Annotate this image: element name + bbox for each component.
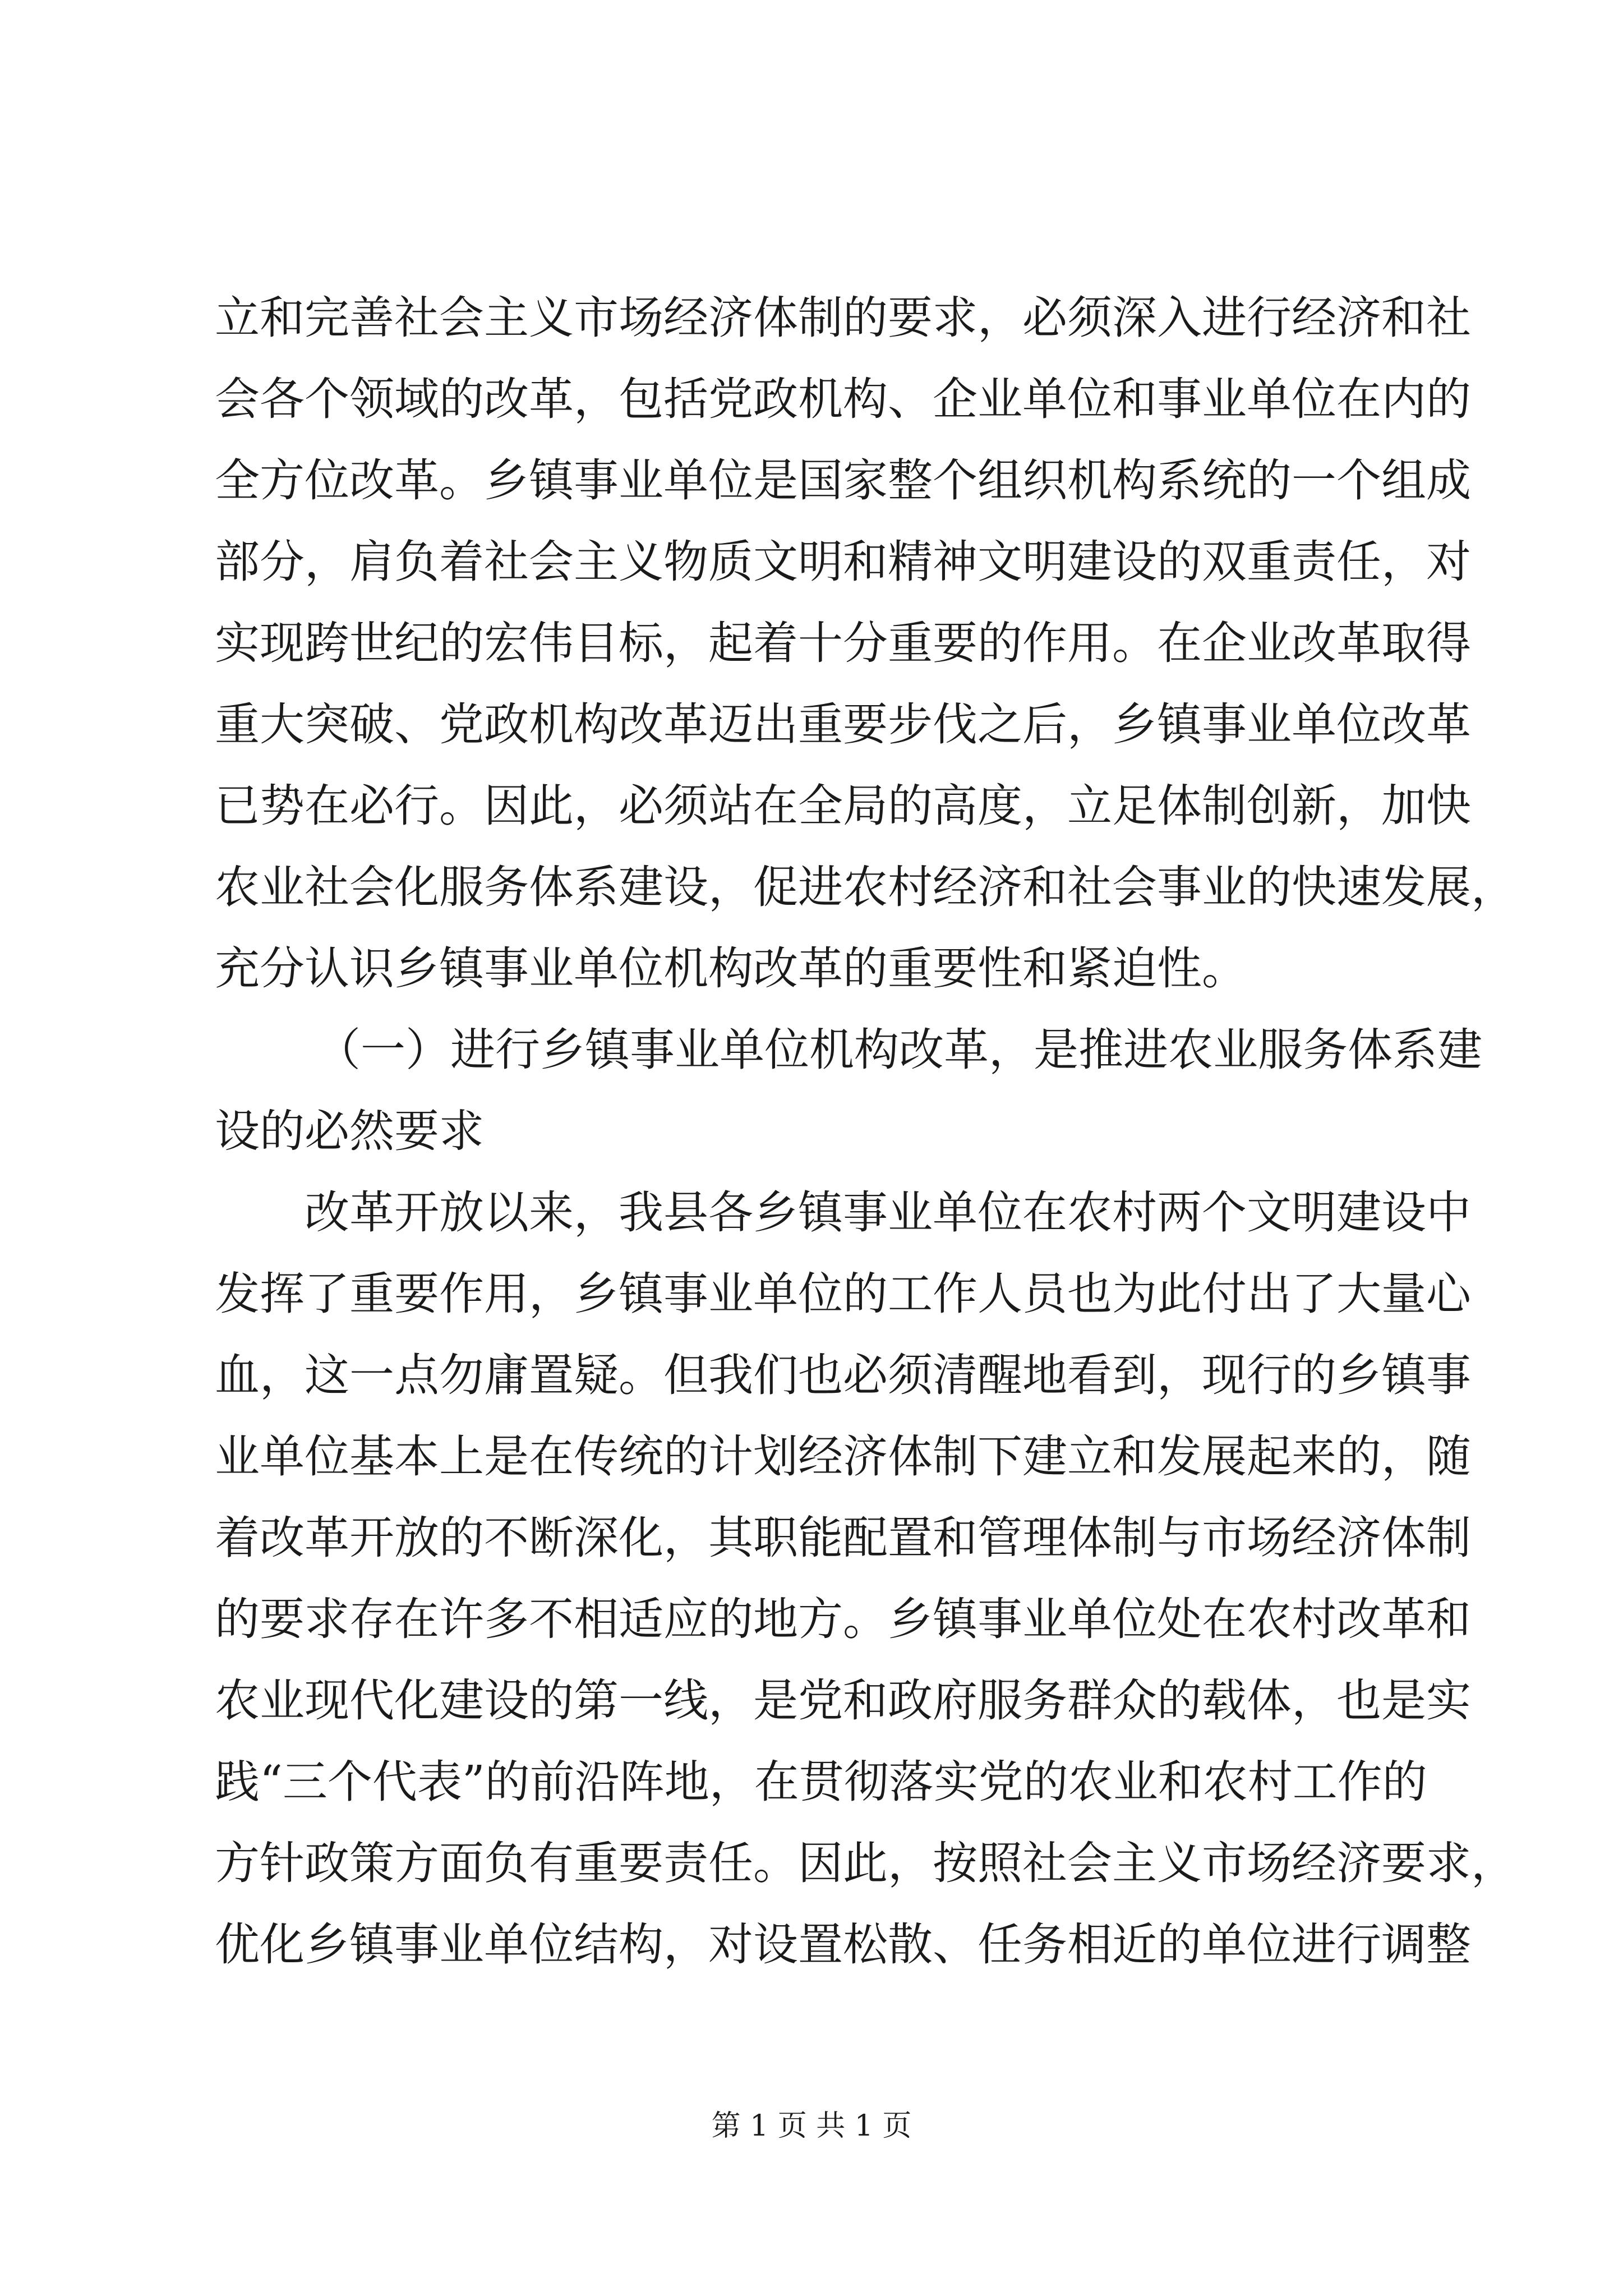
text-line: 业单位基本上是在传统的计划经济体制下建立和发展起来的，随: [215, 1430, 1471, 1483]
text-line: 践“三个代表”的前沿阵地，在贯彻落实党的农业和农村工作的: [215, 1756, 1427, 1808]
page-footer: [0, 2106, 1623, 2146]
text-line: 会各个领域的改革，包括党政机构、企业单位和事业单位在内的: [215, 373, 1471, 425]
document-body: [215, 277, 1516, 1985]
text-line: 已势在必行。因此，必须站在全局的高度，立足体制创新，加快: [215, 780, 1471, 832]
text-line: 农业社会化服务体系建设，促进农村经济和社会事业的快速发展，: [215, 861, 1516, 913]
page-number-label: 第 1 页 共 1 页: [711, 2109, 912, 2143]
text-line: 发挥了重要作用，乡镇事业单位的工作人员也为此付出了大量心: [215, 1268, 1471, 1320]
text-line: 优化乡镇事业单位结构，对设置松散、任务相近的单位进行调整: [215, 1918, 1471, 1971]
text-line: 方针政策方面负有重要责任。因此，按照社会主义市场经济要求，: [215, 1837, 1516, 1889]
text-line: 农业现代化建设的第一线，是党和政府服务群众的载体，也是实: [215, 1674, 1471, 1727]
paragraph-first-line: 改革开放以来，我县各乡镇事业单位在农村两个文明建设中: [305, 1186, 1471, 1239]
text-line: 着改革开放的不断深化，其职能配置和管理体制与市场经济体制: [215, 1512, 1471, 1564]
section-heading-line: （一）进行乡镇事业单位机构改革，是推进农业服务体系建: [316, 1024, 1482, 1076]
text-line: 立和完善社会主义市场经济体制的要求，必须深入进行经济和社: [215, 292, 1471, 344]
text-line: 全方位改革。乡镇事业单位是国家整个组织机构系统的一个组成: [215, 454, 1471, 507]
text-line: 重大突破、党政机构改革迈出重要步伐之后，乡镇事业单位改革: [215, 698, 1471, 751]
text-line: 实现跨世纪的宏伟目标，起着十分重要的作用。在企业改革取得: [215, 617, 1471, 669]
text-line: 充分认识乡镇事业单位机构改革的重要性和紧迫性。: [215, 942, 1247, 995]
text-line: 的要求存在许多不相适应的地方。乡镇事业单位处在农村改革和: [215, 1593, 1471, 1645]
section-heading-line: 设的必然要求: [215, 1105, 484, 1157]
text-line: 血，这一点勿庸置疑。但我们也必须清醒地看到，现行的乡镇事: [215, 1349, 1471, 1401]
text-line: 部分，肩负着社会主义物质文明和精神文明建设的双重责任，对: [215, 536, 1471, 588]
